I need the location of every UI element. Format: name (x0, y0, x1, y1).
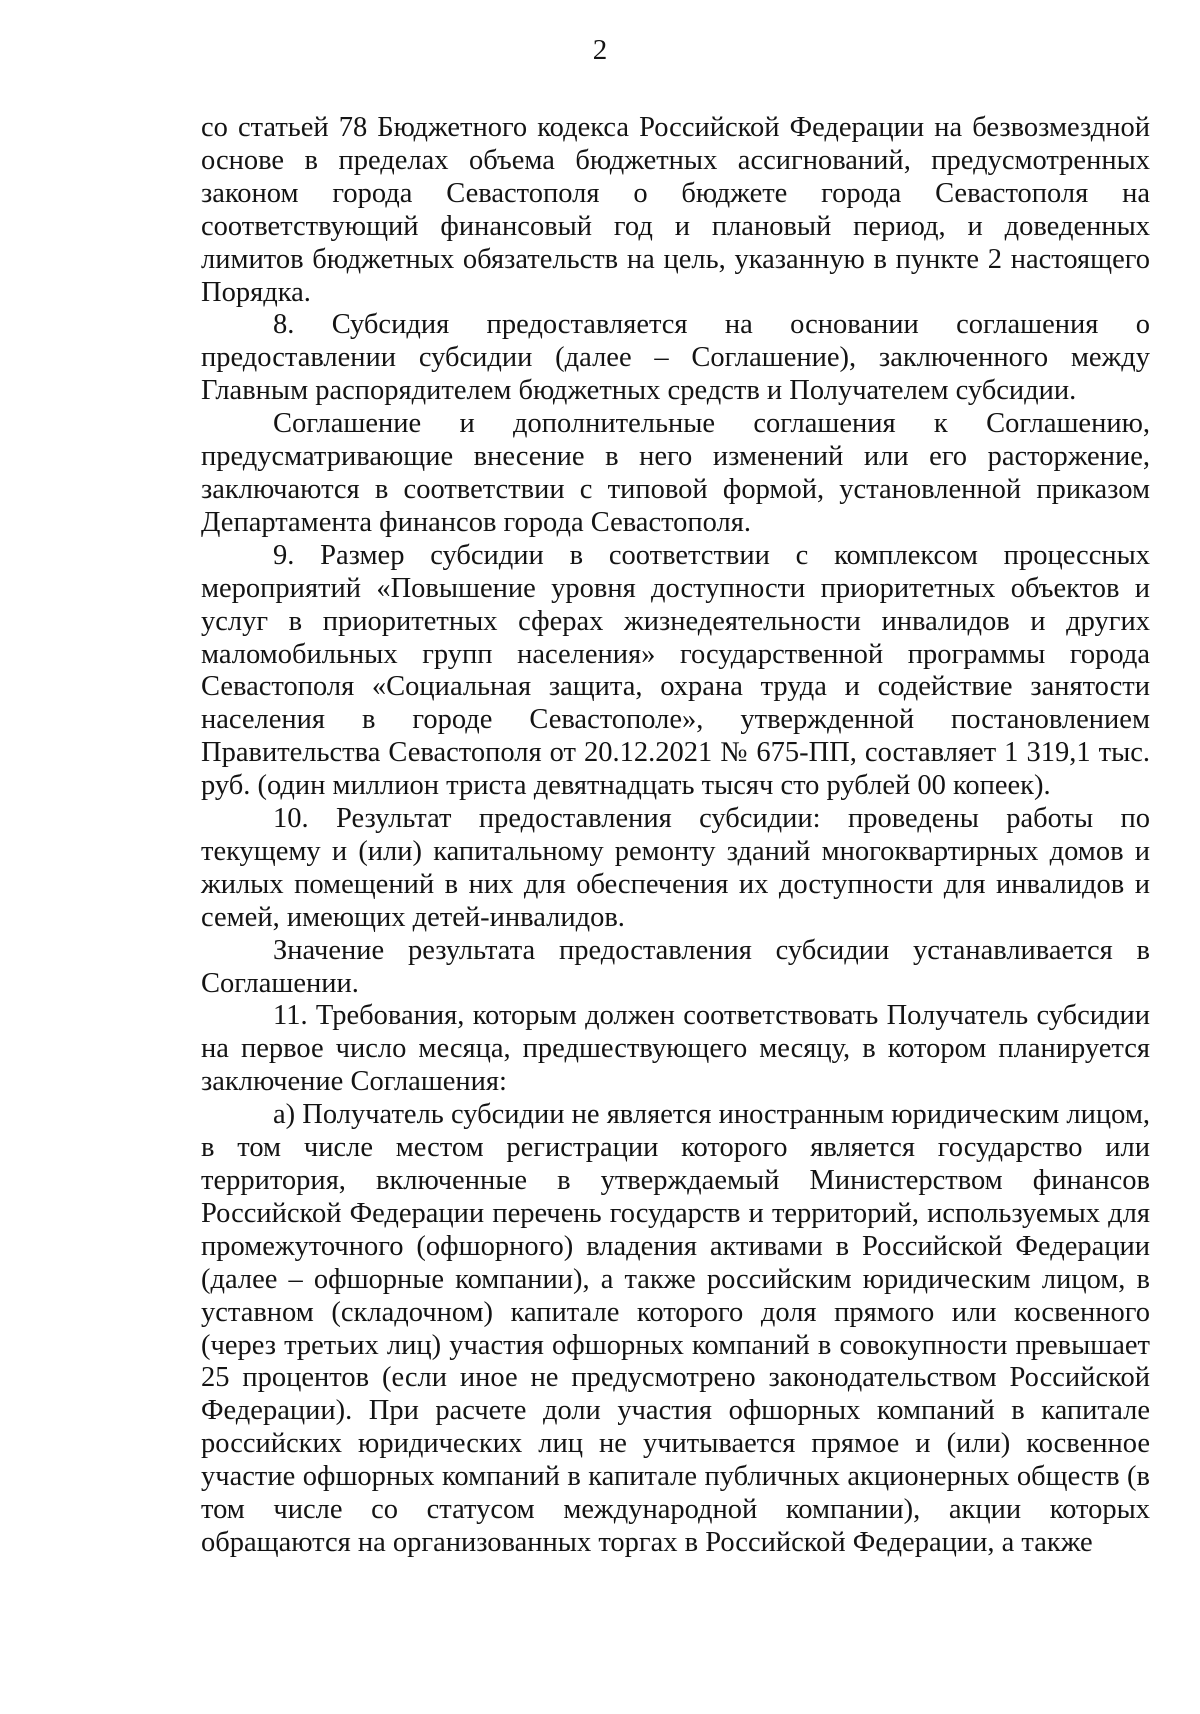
paragraph-item-9: 9. Размер субсидии в соответствии с комплексом процессных мероприятий «Повышение уровня доступности приоритетных объектов и услуг в приоритетных сферах жизнедеятельности инвалидов и других маломобильных групп населения» государственной программы города Севастополя «Социальная защита, охрана труда и содействие занятости населения в городе Севастополе», утвержденной постановлением Правительства Севастополя от 20.12.2021 № 675-ПП, составляет 1 319,1 тыс. руб. (один миллион триста девятнадцать тысяч сто рублей 00 копеек). (201, 539, 1150, 802)
paragraph-agreement: Соглашение и дополнительные соглашения к Соглашению, предусматривающие внесение в него изменений или его расторжение, заключаются в соответствии с типовой формой, установленной приказом Департамента финансов города Севастополя. (201, 408, 1150, 538)
paragraph-item-8: 8. Субсидия предоставляется на основании соглашения о предоставлении субсидии (далее – Соглашение), заключенного между Главным распорядителем бюджетных средств и Получателем субсидии. (201, 309, 1150, 407)
page-number: 2 (592, 34, 608, 66)
paragraph-item-11: 11. Требования, которым должен соответствовать Получатель субсидии на первое число месяца, предшествующего месяцу, в котором планируется заключение Соглашения: (201, 1000, 1150, 1098)
paragraph-item-11a: а) Получатель субсидии не является иностранным юридическим лицом, в том числе местом регистрации которого является государство или территория, включенные в утверждаемый Министерством финансов Российской Федерации перечень государств и территорий, используемых для промежуточного (офшорного) владения активами в Российской Федерации (далее – офшорные компании), а также российским юридическим лицом, в уставном (складочном) капитале которого доля прямого или косвенного (через третьих лиц) участия офшорных компаний в совокупности превышает 25 процентов (если иное не предусмотрено законодательством Российской Федерации). При расчете доли участия офшорных компаний в капитале российских юридических лиц не учитывается прямое и (или) косвенное участие офшорных компаний в капитале публичных акционерных обществ (в том числе со статусом международной компании), акции которых обращаются на организованных торгах в Российской Федерации, а также (201, 1099, 1150, 1558)
paragraph-item-10: 10. Результат предоставления субсидии: проведены работы по текущему и (или) капитальному ремонту зданий многоквартирных домов и жилых помещений в них для обеспечения их доступности для инвалидов и семей, имеющих детей-инвалидов. (201, 803, 1150, 933)
paragraph-result-value: Значение результата предоставления субсидии устанавливается в Соглашении. (201, 934, 1150, 999)
paragraph-continuation: со статьей 78 Бюджетного кодекса Российской Федерации на безвозмездной основе в пределах объема бюджетных ассигнований, предусмотренных законом города Севастополя о бюджете города Севастополя на соответствующий финансовый год и плановый период, и доведенных лимитов бюджетных обязательств на цель, указанную в пункте 2 настоящего Порядка. (201, 112, 1150, 308)
document-body (201, 112, 1150, 1560)
